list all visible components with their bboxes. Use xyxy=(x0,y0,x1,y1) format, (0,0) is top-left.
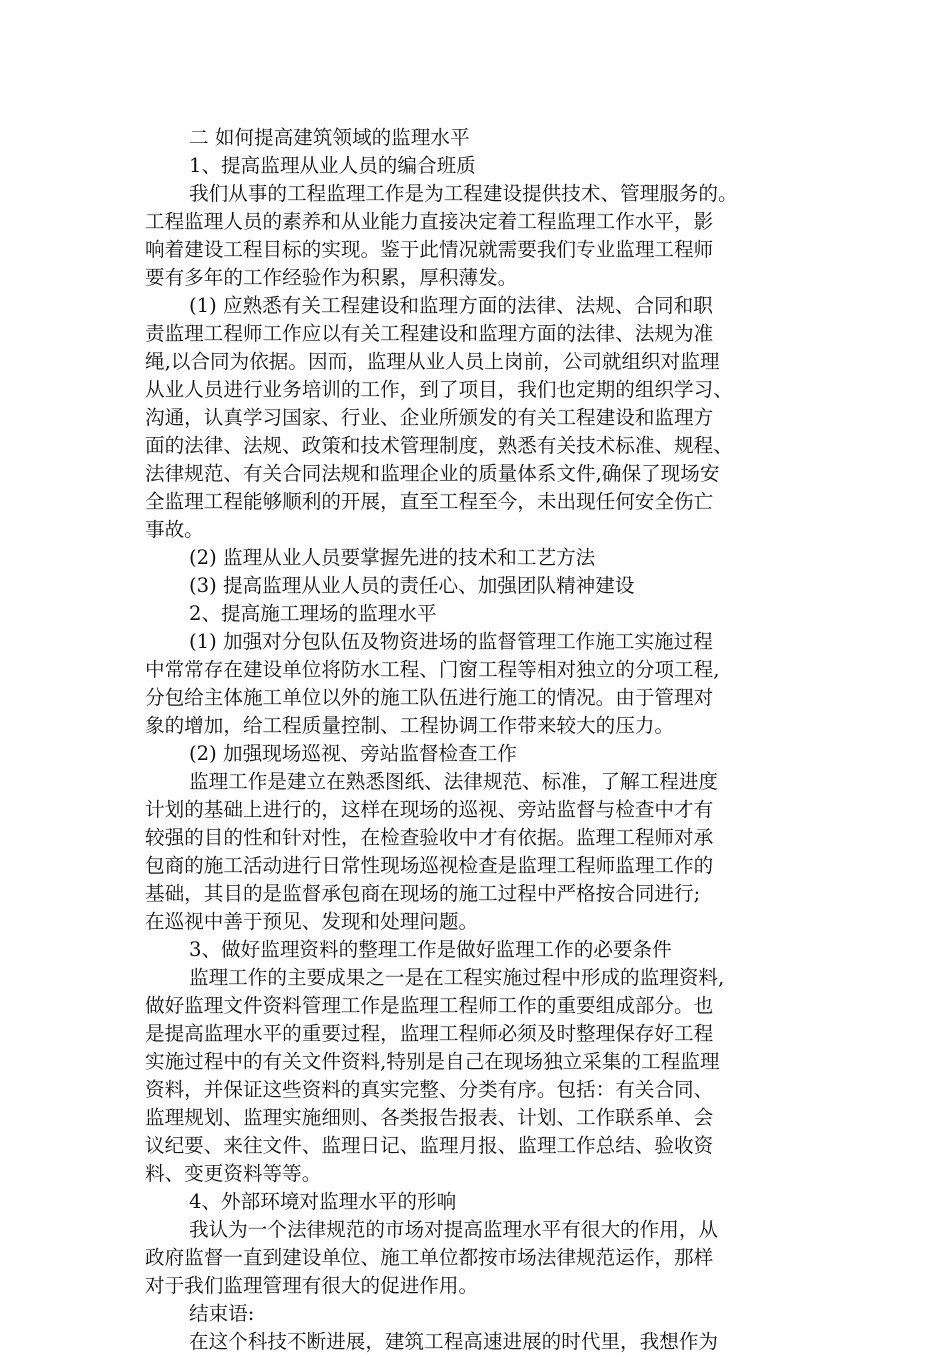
text-line: 1、提高监理从业人员的编合班质 xyxy=(189,154,476,177)
text-line: 象的增加，给工程质量控制、工程协调工作带来较大的压力。 xyxy=(145,714,675,737)
text-line: 做好监理文件资料管理工作是监理工程师工作的重要组成部分。也 xyxy=(145,994,714,1017)
text-line: 在巡视中善于预见、发现和处理问题。 xyxy=(145,910,479,933)
text-line: 料、变更资料等等。 xyxy=(145,1162,322,1185)
text-line: 二 如何提高建筑领域的监理水平 xyxy=(189,126,470,149)
text-line: 对于我们监理管理有很大的促进作用。 xyxy=(145,1274,479,1297)
text-line: 沟通，认真学习国家、行业、企业所颁发的有关工程建设和监理方 xyxy=(145,406,714,429)
text-line: 事故。 xyxy=(145,518,204,541)
text-line: 2、提高施工理场的监理水平 xyxy=(189,602,437,625)
text-line: 面的法律、法规、政策和技术管理制度，熟悉有关技术标准、规程、 xyxy=(145,434,733,457)
text-line: 议纪要、来往文件、监理日记、监理月报、监理工作总结、验收资 xyxy=(145,1134,714,1157)
text-line: 从业人员进行业务培训的工作，到了项目，我们也定期的组织学习、 xyxy=(145,378,733,401)
text-line: 监理规划、监理实施细则、各类报告报表、计划、工作联系单、会 xyxy=(145,1106,714,1129)
text-line: 计划的基础上进行的，这样在现场的巡视、旁站监督与检查中才有 xyxy=(145,798,714,821)
text-line: 资料，并保证这些资料的真实完整、分类有序。包括：有关合同、 xyxy=(145,1078,714,1101)
text-line: 结束语: xyxy=(189,1302,255,1325)
text-line: 实施过程中的有关文件资料,特别是自己在现场独立采集的工程监理 xyxy=(145,1050,720,1073)
text-line: 是提高监理水平的重要过程，监理工程师必须及时整理保存好工程 xyxy=(145,1022,714,1045)
text-line: 监理工作是建立在熟悉图纸、法律规范、标准，了解工程进度 xyxy=(189,770,719,793)
text-line: 法律规范、有关合同法规和监理企业的质量体系文件,确保了现场安 xyxy=(145,462,720,485)
text-line: 责监理工程师工作应以有关工程建设和监理方面的法律、法规为准 xyxy=(145,322,714,345)
text-line: 基础，其目的是监督承包商在现场的施工过程中严格按合同进行; xyxy=(145,882,701,905)
text-line: 分包给主体施工单位以外的施工队伍进行施工的情况。由于管理对 xyxy=(145,686,714,709)
text-line: 较强的目的性和针对性，在检查验收中才有依据。监理工程师对承 xyxy=(145,826,714,849)
text-line: (1) 应熟悉有关工程建设和监理方面的法律、法规、合同和职 xyxy=(189,294,713,317)
text-line: (3) 提高监理从业人员的责任心、加强团队精神建设 xyxy=(189,574,635,597)
text-line: 3、做好监理资料的整理工作是做好监理工作的必要条件 xyxy=(189,938,672,961)
text-line: 要有多年的工作经验作为积累，厚积薄发。 xyxy=(145,266,518,289)
text-line: (2) 监理从业人员要掌握先进的技术和工艺方法 xyxy=(189,546,596,569)
text-line: 全监理工程能够顺利的开展，直至工程至今，未出现任何安全伤亡 xyxy=(145,490,714,513)
text-line: 政府监督一直到建设单位、施工单位都按市场法律规范运作，那样 xyxy=(145,1246,714,1269)
text-line: 中常常存在建设单位将防水工程、门窗工程等相对独立的分项工程, xyxy=(145,658,720,681)
text-line: 包商的施工活动进行日常性现场巡视检查是监理工程师监理工作的 xyxy=(145,854,714,877)
text-line: (1) 加强对分包队伍及物资进场的监督管理工作施工实施过程 xyxy=(189,630,713,653)
document-body xyxy=(145,124,805,1356)
text-line: 4、外部环境对监理水平的形响 xyxy=(189,1190,457,1213)
text-line: 工程监理人员的素养和从业能力直接决定着工程监理工作水平，影 xyxy=(145,210,714,233)
text-line: 绳,以合同为依据。因而，监理从业人员上岗前，公司就组织对监理 xyxy=(145,350,720,373)
text-line: 监理工作的主要成果之一是在工程实施过程中形成的监理资料, xyxy=(189,966,725,989)
text-line: 在这个科技不断进展，建筑工程高速进展的时代里，我想作为 xyxy=(189,1330,719,1353)
text-line: (2) 加强现场巡视、旁站监督检查工作 xyxy=(189,742,517,765)
text-line: 我们从事的工程监理工作是为工程建设提供技术、管理服务的。 xyxy=(189,182,738,205)
text-line: 我认为一个法律规范的市场对提高监理水平有很大的作用，从 xyxy=(189,1218,719,1241)
text-line: 响着建设工程目标的实现。鉴于此情况就需要我们专业监理工程师 xyxy=(145,238,714,261)
